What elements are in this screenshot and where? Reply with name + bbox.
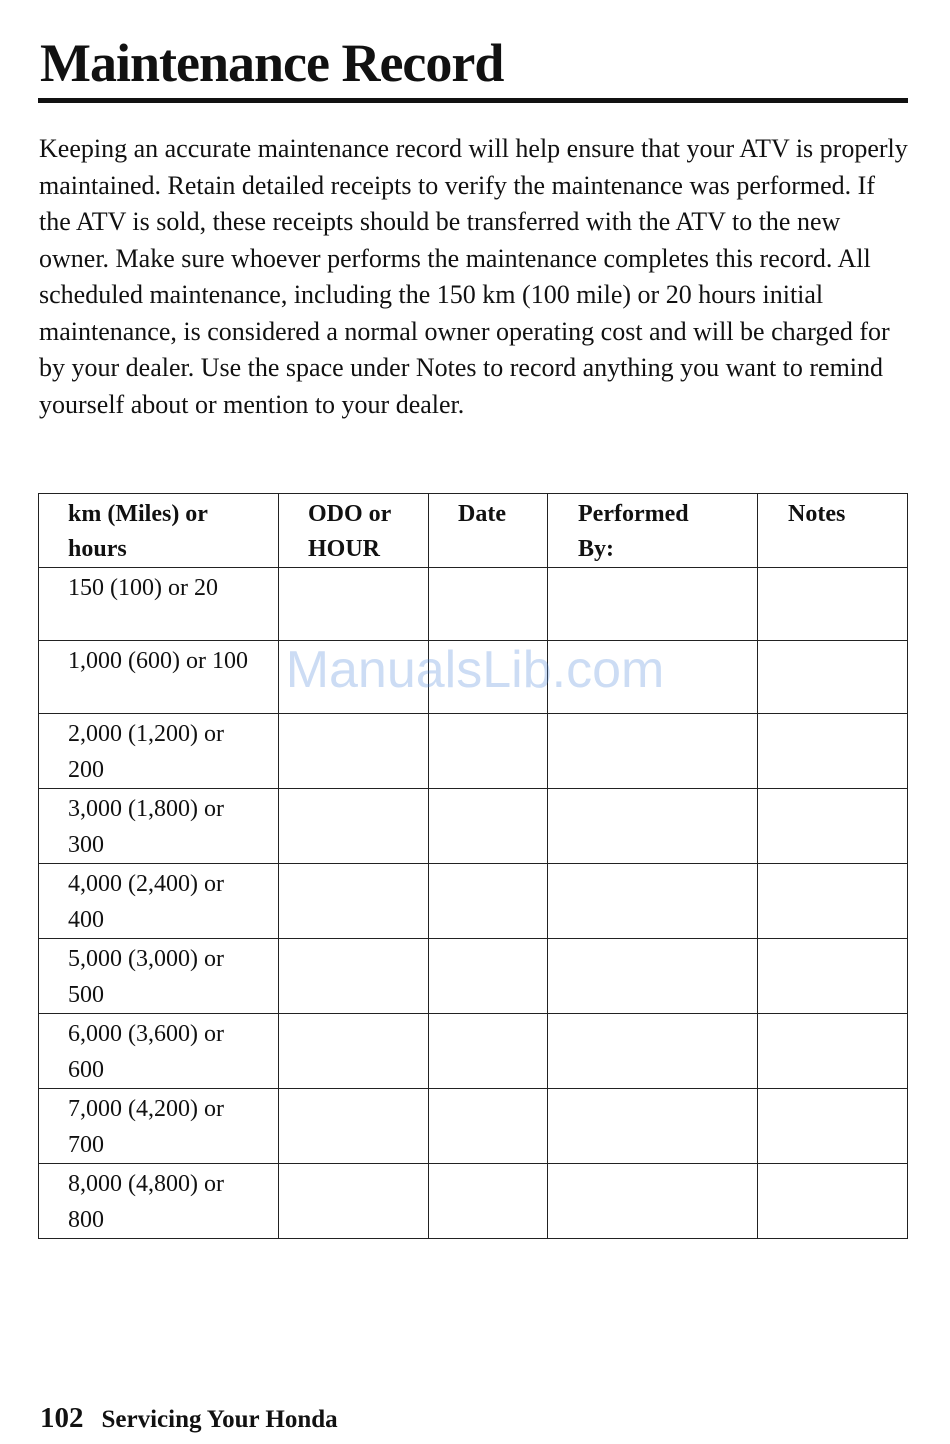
date-cell[interactable] — [429, 864, 548, 939]
notes-cell[interactable] — [758, 939, 908, 1014]
performed-by-cell[interactable] — [548, 1014, 758, 1089]
interval-cell-text: 5,000 (3,000) or 500 — [68, 946, 224, 1008]
performed-by-cell[interactable] — [548, 568, 758, 641]
odo-cell[interactable] — [279, 714, 429, 789]
odo-cell[interactable] — [279, 568, 429, 641]
interval-cell — [39, 568, 279, 641]
interval-cell — [39, 789, 279, 864]
header-date-label: Date — [458, 501, 506, 527]
notes-cell[interactable] — [758, 714, 908, 789]
notes-cell[interactable] — [758, 1089, 908, 1164]
header-date — [429, 494, 548, 568]
page-title: Maintenance Record — [40, 33, 504, 93]
interval-cell-text: 8,000 (4,800) or 800 — [68, 1171, 224, 1233]
interval-cell-text: 6,000 (3,600) or 600 — [68, 1021, 224, 1083]
header-interval — [39, 494, 279, 568]
section-name: Servicing Your Honda — [101, 1406, 338, 1433]
interval-cell — [39, 641, 279, 714]
intro-paragraph: Keeping an accurate maintenance record will help ensure that your ATV is properly maintained. Retain detailed receipts to verify the maintenance was performed. If the ATV is sold, these receipts should be transferred with the ATV to the new owner. Make sure whoever performs the maintenance completes this record. All scheduled maintenance, including the 150 km (100 mile) or 20 hours initial maintenance, is considered a normal owner operating cost and will be charged for by your dealer. Use the space under Notes to record anything you want to remind yourself about or mention to your dealer. — [39, 134, 908, 419]
interval-cell-text: 2,000 (1,200) or 200 — [68, 721, 224, 783]
date-cell[interactable] — [429, 1014, 548, 1089]
performed-by-cell[interactable] — [548, 789, 758, 864]
table-row — [39, 714, 908, 789]
interval-cell-text: 150 (100) or 20 — [68, 575, 218, 601]
performed-by-cell[interactable] — [548, 714, 758, 789]
header-performed-by — [548, 494, 758, 568]
interval-cell — [39, 1014, 279, 1089]
odo-cell[interactable] — [279, 1164, 429, 1239]
notes-cell[interactable] — [758, 1164, 908, 1239]
table-row — [39, 939, 908, 1014]
odo-cell[interactable] — [279, 939, 429, 1014]
date-cell[interactable] — [429, 789, 548, 864]
page-number: 102 — [40, 1402, 84, 1434]
interval-cell — [39, 714, 279, 789]
interval-cell — [39, 864, 279, 939]
header-notes — [758, 494, 908, 568]
date-cell[interactable] — [429, 1164, 548, 1239]
table-header — [39, 494, 908, 568]
table-header-row — [39, 494, 908, 568]
table-row — [39, 641, 908, 714]
interval-cell-text: 3,000 (1,800) or 300 — [68, 796, 224, 858]
date-cell[interactable] — [429, 568, 548, 641]
interval-cell-text: 1,000 (600) or 100 — [68, 648, 248, 674]
interval-cell — [39, 1164, 279, 1239]
header-notes-label: Notes — [788, 501, 846, 527]
interval-cell — [39, 1089, 279, 1164]
date-cell[interactable] — [429, 641, 548, 714]
odo-cell[interactable] — [279, 641, 429, 714]
table-row — [39, 1164, 908, 1239]
table-row — [39, 864, 908, 939]
maintenance-record-table — [38, 493, 908, 1239]
date-cell[interactable] — [429, 939, 548, 1014]
header-odo-label: ODO or HOUR — [308, 501, 391, 562]
table-row — [39, 568, 908, 641]
header-odo — [279, 494, 429, 568]
table-row — [39, 789, 908, 864]
interval-cell-text: 7,000 (4,200) or 700 — [68, 1096, 224, 1158]
notes-cell[interactable] — [758, 1014, 908, 1089]
table-row — [39, 1089, 908, 1164]
performed-by-cell[interactable] — [548, 641, 758, 714]
date-cell[interactable] — [429, 1089, 548, 1164]
table-body — [39, 568, 908, 1239]
performed-by-cell[interactable] — [548, 939, 758, 1014]
interval-cell — [39, 939, 279, 1014]
performed-by-cell[interactable] — [548, 1164, 758, 1239]
date-cell[interactable] — [429, 714, 548, 789]
odo-cell[interactable] — [279, 864, 429, 939]
table-row — [39, 1014, 908, 1089]
header-interval-label: km (Miles) or hours — [68, 501, 208, 562]
performed-by-cell[interactable] — [548, 864, 758, 939]
notes-cell[interactable] — [758, 864, 908, 939]
notes-cell[interactable] — [758, 641, 908, 714]
header-performed-by-label: Performed By: — [578, 501, 689, 562]
title-rule — [38, 98, 908, 103]
odo-cell[interactable] — [279, 1014, 429, 1089]
odo-cell[interactable] — [279, 1089, 429, 1164]
odo-cell[interactable] — [279, 789, 429, 864]
notes-cell[interactable] — [758, 789, 908, 864]
watermark: ManualsLib.com — [285, 641, 665, 699]
notes-cell[interactable] — [758, 568, 908, 641]
performed-by-cell[interactable] — [548, 1089, 758, 1164]
interval-cell-text: 4,000 (2,400) or 400 — [68, 871, 224, 933]
page-footer — [40, 1402, 338, 1435]
